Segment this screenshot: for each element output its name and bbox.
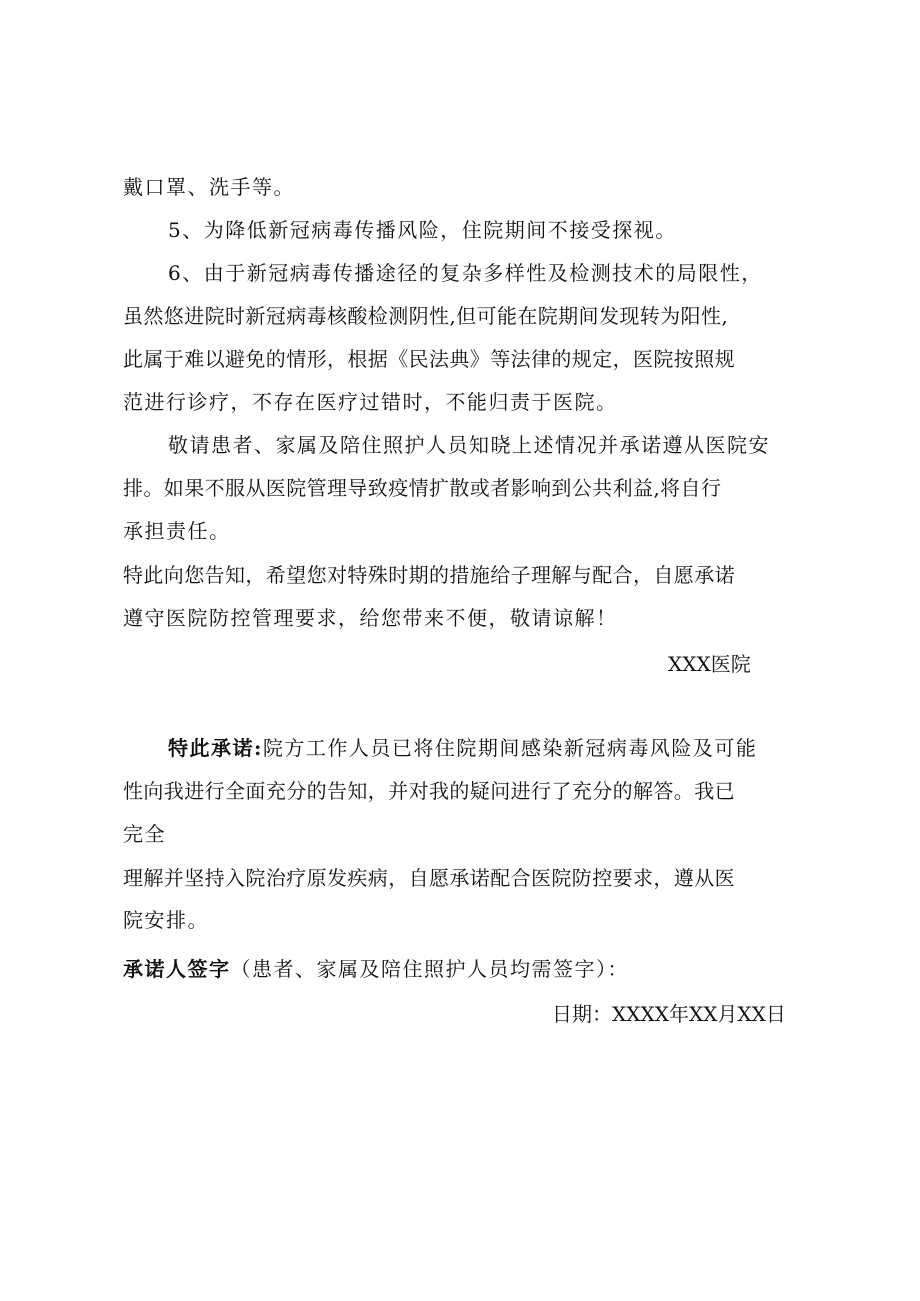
commitment-heading: 特此承诺:: [168, 736, 263, 760]
hospital-signature: XXX医院: [668, 652, 751, 676]
signature-row: [123, 955, 629, 983]
paragraph-line: 6、由于新冠病毒传播途径的复杂多样性及检测技术的局限性，: [168, 261, 763, 285]
paragraph-line: 5、为降低新冠病毒传播风险，住院期间不接受探视。: [168, 218, 677, 242]
commitment-line: 理解并坚持入院治疗原发疾病，自愿承诺配合医院防控要求，遵从医: [123, 866, 735, 890]
commitment-text: 院方工作人员已将住院期间感染新冠病毒风险及可能: [262, 736, 758, 760]
paragraph-line: 遵守医院防控管理要求，给您带来不便，敬请谅解！: [123, 606, 618, 630]
commitment-line: 性向我进行全面充分的告知，并对我的疑问进行了充分的解答。我已: [123, 779, 735, 803]
signature-date: 日期：XXXX年XX月XX日: [552, 1002, 786, 1026]
commitment-line: 院安排。: [123, 908, 209, 932]
paragraph-line: 承担责任。: [123, 519, 231, 543]
paragraph-line: 敬请患者、家属及陪住照护人员知晓上述情况并承诺遵从医院安: [168, 433, 770, 457]
paragraph-line: 此属于难以避免的情形，根据《民法典》等法律的规定，医院按照规: [123, 347, 735, 371]
paragraph-line: 虽然悠进院时新冠病毒核酸检测阴性,但可能在院期间发现转为阳性,: [123, 304, 729, 328]
signature-note: （患者、家属及陪住照护人员均需签字）：: [230, 957, 629, 981]
paragraph-line: 排。如果不服从医院管理导致疫情扩散或者影响到公共利益,将自行: [123, 476, 722, 500]
paragraph-line: 范进行诊疗，不存在医疗过错时，不能归责于医院。: [123, 390, 618, 414]
paragraph-line: 戴口罩、洗手等。: [123, 175, 295, 199]
paragraph-line: 特此向您告知，希望您对特殊时期的措施给子理解与配合，自愿承诺: [123, 563, 735, 587]
signature-label: 承诺人签字: [123, 957, 231, 981]
commitment-first-line: [168, 734, 757, 762]
commitment-line: 完全: [123, 822, 166, 846]
